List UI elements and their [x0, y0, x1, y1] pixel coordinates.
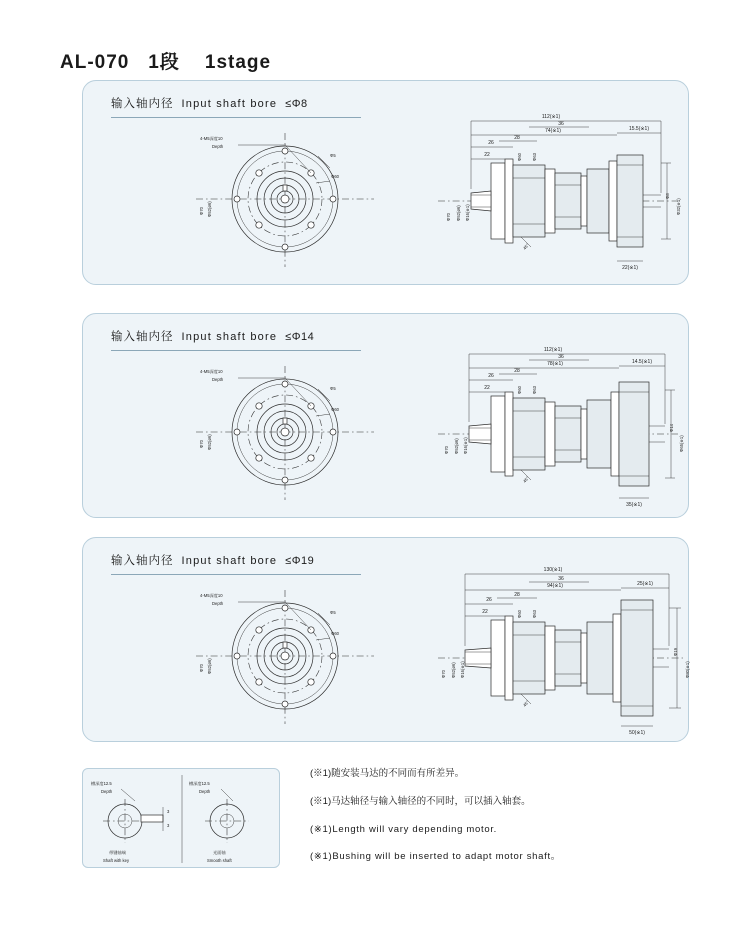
dim-36: 36 — [558, 576, 564, 582]
dim-tail: 25(※1) — [637, 581, 653, 587]
shaft-end-detail-box — [82, 768, 280, 868]
dim-36: 36 — [558, 354, 564, 360]
key-left-depth-cn: 槽深度12.5 — [91, 781, 112, 786]
dim-36: 36 — [558, 121, 564, 127]
panel-title-cn: 输入轴内径 — [111, 98, 174, 110]
dim-pilot: Φ65(※1) — [679, 435, 684, 452]
header-underline — [111, 350, 361, 351]
dim-tail: 14.5(※1) — [631, 359, 653, 365]
dim-26: 26 — [488, 373, 494, 379]
bolt-note-cn: 4-M5深度10 — [200, 136, 223, 141]
dim-phi70: Φ70 — [441, 670, 446, 678]
panel-spec: ≤Φ14 — [285, 331, 315, 343]
bolt-note-en: Depth — [212, 144, 224, 149]
side-view-drawing — [403, 103, 703, 278]
dim-outer: Φ70 — [199, 664, 204, 672]
dim-phi5: Φ5 — [330, 153, 336, 158]
front-view-drawing — [178, 354, 398, 514]
dim-bottom: 35(※1) — [626, 502, 642, 508]
dim-phi60: Φ60 — [517, 153, 522, 161]
note-4: (※1)Bushing will be inserted to adapt motor shaft。 — [310, 851, 562, 863]
panel-title-cn: 输入轴内径 — [111, 331, 174, 343]
dim-bottom: 22(※1) — [622, 265, 638, 271]
dim-bottom: 50(※1) — [629, 730, 645, 735]
dim-22: 22 — [484, 152, 490, 158]
dim-22: 22 — [484, 385, 490, 391]
dim-mid-length: 78(※1) — [547, 361, 563, 367]
dim-phi16: Φ16(※1) — [465, 204, 470, 221]
note-2: (※1)马达轴径与输入轴径的不同时，可以插入轴套。 — [310, 795, 531, 807]
dim-total-length: 112(※1) — [543, 347, 563, 353]
dim-phi70: Φ70 — [446, 213, 451, 221]
dim-phi5: Φ5 — [330, 386, 336, 391]
dim-phi52: Φ52(ø6) — [456, 205, 461, 221]
key-dim-b: 3 — [167, 823, 170, 828]
key-right-depth-cn: 槽深度12.5 — [189, 781, 210, 786]
dim-phi16: Φ16(※1) — [460, 661, 465, 678]
panel-spec: ≤Φ8 — [285, 98, 308, 110]
panel-header — [111, 552, 314, 568]
panel-title-cn: 输入轴内径 — [111, 555, 174, 567]
key-left-depth-en: Depth — [101, 789, 113, 794]
dim-pilot: Φ32(※1) — [676, 198, 681, 215]
dim-tail: 15.5(※1) — [628, 126, 650, 132]
dim-26: 26 — [488, 140, 494, 146]
dim-angle: 45° — [521, 699, 530, 708]
panel-spec: ≤Φ19 — [285, 555, 315, 567]
dim-shaft: Φ14 — [669, 424, 674, 432]
dim-pcd: Φ52(ø6) — [207, 201, 212, 217]
side-view-drawing — [403, 336, 703, 511]
key-right-caption-cn: 光面轴 — [213, 850, 226, 855]
panel-header — [111, 328, 314, 344]
key-dim-a: 3 — [167, 809, 170, 814]
dim-total-length: 112(※1) — [541, 114, 561, 120]
dim-phi52: Φ52(ø6) — [451, 662, 456, 678]
dim-phi60: Φ60 — [517, 610, 522, 618]
dim-phi5: Φ5 — [330, 610, 336, 615]
panel-title-en: Input shaft bore — [181, 331, 278, 343]
drawing-panel-phi14 — [82, 313, 689, 518]
panel-title-en: Input shaft bore — [181, 555, 278, 567]
dim-phi70: Φ70 — [444, 446, 449, 454]
panel-title-en: Input shaft bore — [181, 98, 278, 110]
note-3: (※1)Length will vary depending motor. — [310, 823, 498, 835]
header-underline — [111, 574, 361, 575]
side-view-drawing — [403, 560, 703, 735]
dim-angle: 45° — [521, 475, 530, 484]
dim-total-length: 130(※1) — [543, 567, 563, 573]
dim-phi63: Φ63 — [532, 153, 537, 161]
key-left-caption-en: Shaft with key — [103, 858, 130, 863]
dim-outer: Φ70 — [199, 440, 204, 448]
dim-phi60: Φ60 — [517, 386, 522, 394]
dim-phi63: Φ63 — [532, 386, 537, 394]
dim-26: 26 — [486, 597, 492, 603]
dim-mid-length: 94(※1) — [547, 583, 563, 589]
key-right-caption-en: Smooth shaft — [207, 858, 232, 863]
dim-28: 28 — [514, 368, 520, 374]
dim-28: 28 — [514, 135, 520, 141]
dim-mid-length: 74(※1) — [545, 128, 561, 134]
dim-pcd: Φ52(ø6) — [207, 434, 212, 450]
dim-28: 28 — [514, 592, 520, 598]
dim-phi63: Φ63 — [532, 610, 537, 618]
dim-phi16: Φ16(※1) — [463, 437, 468, 454]
dim-phi60: Φ60 — [331, 407, 339, 412]
drawing-panel-phi8 — [82, 80, 689, 285]
drawing-panel-phi19 — [82, 537, 689, 742]
notes-list — [310, 768, 720, 879]
dim-shaft: Φ19 — [673, 648, 678, 656]
key-right-depth-en: Depth — [199, 789, 211, 794]
bolt-note-cn: 4-M5深度10 — [200, 593, 223, 598]
shaft-end-detail-drawing — [83, 769, 281, 869]
dim-phi60: Φ60 — [331, 631, 339, 636]
bolt-note-cn: 4-M5深度10 — [200, 369, 223, 374]
bolt-note-en: Depth — [212, 601, 224, 606]
front-view-drawing — [178, 578, 398, 738]
panel-header — [111, 95, 308, 111]
page-title: AL-070 1段 1stage — [60, 52, 272, 73]
key-left-caption-cn: 带键轴端 — [109, 850, 126, 855]
note-1: (※1)随安装马达的不同而有所差异。 — [310, 768, 465, 779]
bolt-note-en: Depth — [212, 377, 224, 382]
front-view-drawing — [178, 121, 398, 281]
dim-pcd: Φ52(ø6) — [207, 658, 212, 674]
dim-pilot: Φ80(※1) — [685, 661, 690, 678]
header-underline — [111, 117, 361, 118]
dim-phi60: Φ60 — [331, 174, 339, 179]
dim-22: 22 — [482, 609, 488, 615]
dim-outer: Φ70 — [199, 207, 204, 215]
dim-shaft: Φ8 — [665, 193, 670, 199]
dim-angle: 45° — [521, 242, 530, 251]
dim-phi52: Φ52(ø6) — [454, 438, 459, 454]
